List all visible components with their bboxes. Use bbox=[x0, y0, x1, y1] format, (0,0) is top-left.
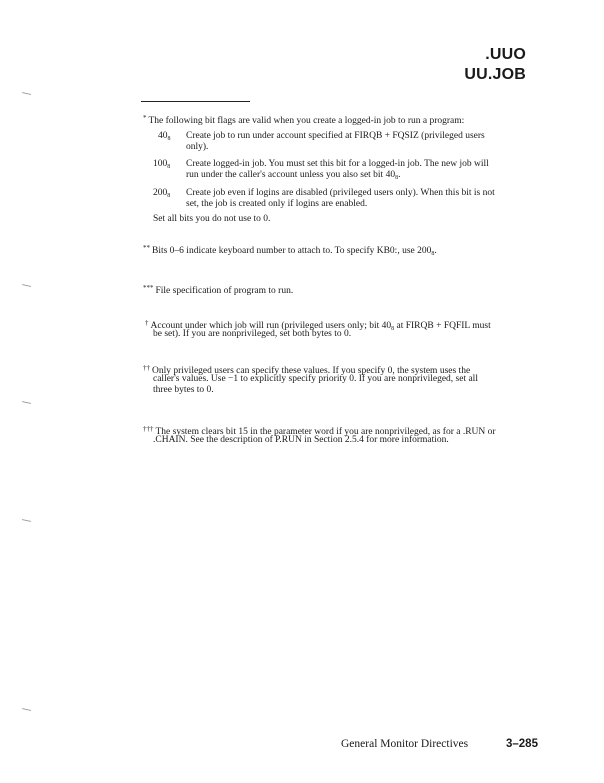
flag-description: Create job even if logins are disabled (privileged users only). When this bit is not bbox=[186, 188, 495, 198]
flag-description-cont: run under the caller's account unless you also set bit $40_8$. bbox=[186, 170, 401, 181]
footnote-marker: †† bbox=[143, 364, 150, 372]
footnote-marker: *** bbox=[143, 284, 154, 292]
footnote-marker: ††† bbox=[143, 425, 154, 433]
note-2: ** Bits 0–6 indicate keyboard number to attach to. To specify KB0:, use $200_8$. bbox=[143, 244, 437, 257]
scan-mark bbox=[22, 708, 31, 711]
header-directive-code: UU.JOB bbox=[464, 66, 526, 83]
note-5-cont: caller's values. Use −1 to explicitly specify priority 0. If you are nonprivileged, set all bbox=[153, 374, 478, 384]
scan-mark bbox=[22, 92, 31, 95]
flag-value: $200_8$ bbox=[153, 188, 171, 199]
note-1-intro: * The following bit flags are valid when you create a logged-in job to run a program: bbox=[143, 114, 465, 126]
scan-mark bbox=[22, 284, 31, 287]
flag-value: $100_8$ bbox=[153, 159, 171, 170]
note-6-cont: .CHAIN. See the description of P.RUN in Section 2.5.4 for more information. bbox=[153, 435, 449, 445]
flag-description-cont: set, the job is created only if logins are enabled. bbox=[186, 199, 368, 209]
note-4: † Account under which job will run (privileged users only; bit $40_8$ at FIRQB + FQFIL must bbox=[145, 319, 491, 332]
flag-description: Create job to run under account specified at FIRQB + FQSIZ (privileged users bbox=[186, 131, 485, 141]
footer-section-title: General Monitor Directives bbox=[341, 738, 469, 750]
footnote-marker: ** bbox=[143, 244, 150, 252]
note-4-cont: be set). If you are nonprivileged, set both bytes to 0. bbox=[153, 329, 352, 339]
footnote-divider bbox=[141, 101, 250, 102]
note-3: *** File specification of program to run. bbox=[143, 284, 294, 296]
footnote-marker: * bbox=[143, 114, 147, 122]
flag-description-cont: only). bbox=[186, 142, 209, 152]
note-5-cont: three bytes to 0. bbox=[153, 385, 214, 395]
note-5: †† Only privileged users can specify these values. If you specify 0, the system uses the bbox=[143, 364, 471, 376]
flag-description: Create logged-in job. You must set this bit for a logged-in job. The new job will bbox=[186, 159, 489, 169]
header-directive-name: .UUO bbox=[485, 46, 526, 63]
scan-mark bbox=[22, 401, 31, 404]
flag-value: $40_8$ bbox=[158, 131, 171, 142]
footnote-marker: † bbox=[145, 319, 149, 327]
scan-mark bbox=[22, 519, 31, 522]
note-6: ††† The system clears bit 15 in the parameter word if you are nonprivileged, as for a .RUN or bbox=[143, 425, 496, 437]
note-1-closing: Set all bits you do not use to 0. bbox=[153, 214, 271, 224]
page-number: 3–285 bbox=[506, 738, 538, 750]
